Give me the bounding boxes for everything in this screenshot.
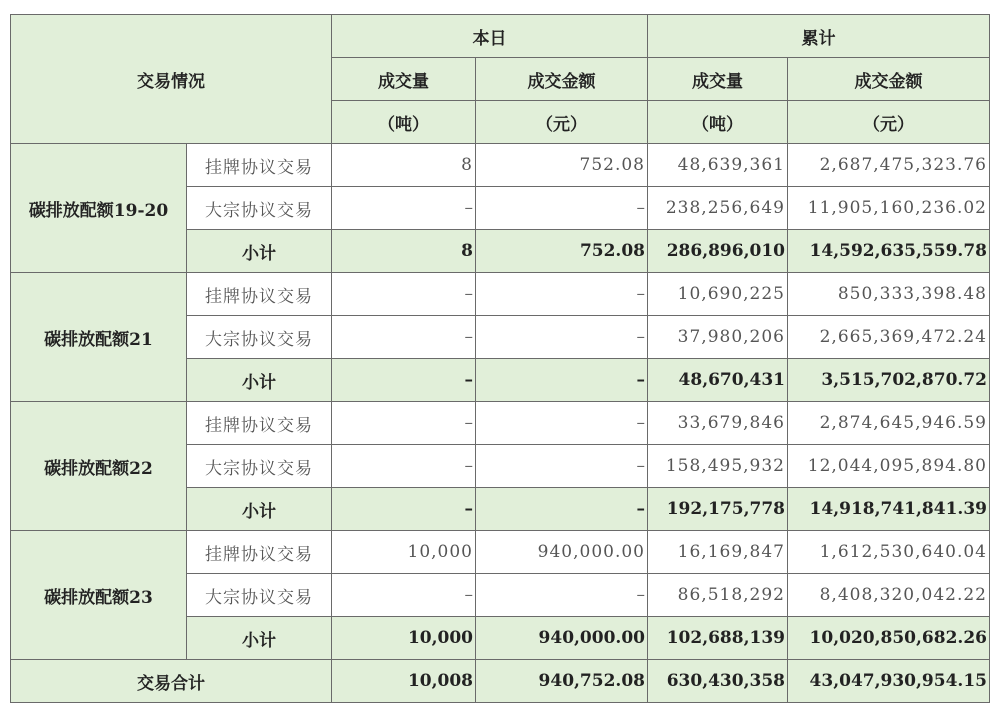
today-volume: – [332, 187, 476, 230]
cum-amount: 1,612,530,640.04 [788, 531, 990, 574]
subtotal-label: 小计 [187, 488, 332, 531]
today-amount: 752.08 [476, 230, 648, 273]
total-today-volume: 10,008 [332, 660, 476, 703]
cum-volume: 16,169,847 [648, 531, 788, 574]
header-today-amount: 成交金额 [476, 58, 648, 101]
trade-type: 大宗协议交易 [187, 445, 332, 488]
cum-volume: 158,495,932 [648, 445, 788, 488]
cum-amount: 14,592,635,559.78 [788, 230, 990, 273]
today-volume: 8 [332, 230, 476, 273]
cum-amount: 850,333,398.48 [788, 273, 990, 316]
today-amount: – [476, 574, 648, 617]
trade-type: 大宗协议交易 [187, 316, 332, 359]
today-amount: 940,000.00 [476, 531, 648, 574]
cum-volume: 33,679,846 [648, 402, 788, 445]
today-amount: – [476, 488, 648, 531]
header-row-1 [11, 15, 990, 58]
subtotal-label: 小计 [187, 617, 332, 660]
header-today-volume-unit: （吨） [332, 101, 476, 144]
cum-amount: 2,665,369,472.24 [788, 316, 990, 359]
cum-volume: 86,518,292 [648, 574, 788, 617]
cum-amount: 8,408,320,042.22 [788, 574, 990, 617]
cum-volume: 286,896,010 [648, 230, 788, 273]
grand-total-row [11, 660, 990, 703]
header-trade-situation: 交易情况 [11, 15, 332, 144]
report-container [10, 14, 990, 703]
today-volume: – [332, 402, 476, 445]
cum-amount: 10,020,850,682.26 [788, 617, 990, 660]
trade-type: 大宗协议交易 [187, 187, 332, 230]
header-today: 本日 [332, 15, 648, 58]
group-name: 碳排放配额21 [11, 273, 187, 402]
header-cum-volume: 成交量 [648, 58, 788, 101]
cum-amount: 14,918,741,841.39 [788, 488, 990, 531]
cum-volume: 48,639,361 [648, 144, 788, 187]
header-today-volume: 成交量 [332, 58, 476, 101]
today-amount: – [476, 402, 648, 445]
trade-type: 挂牌协议交易 [187, 402, 332, 445]
today-volume: 10,000 [332, 617, 476, 660]
today-amount: 752.08 [476, 144, 648, 187]
total-cum-amount: 43,047,930,954.15 [788, 660, 990, 703]
group-name: 碳排放配额19-20 [11, 144, 187, 273]
subtotal-label: 小计 [187, 230, 332, 273]
trade-type: 挂牌协议交易 [187, 531, 332, 574]
cum-amount: 11,905,160,236.02 [788, 187, 990, 230]
trade-type: 挂牌协议交易 [187, 144, 332, 187]
header-cum-volume-unit: （吨） [648, 101, 788, 144]
cum-amount: 12,044,095,894.80 [788, 445, 990, 488]
today-amount: – [476, 445, 648, 488]
group-name: 碳排放配额23 [11, 531, 187, 660]
header-cum-amount: 成交金额 [788, 58, 990, 101]
cum-amount: 2,874,645,946.59 [788, 402, 990, 445]
today-volume: – [332, 445, 476, 488]
cum-volume: 238,256,649 [648, 187, 788, 230]
today-amount: – [476, 273, 648, 316]
cum-amount: 2,687,475,323.76 [788, 144, 990, 187]
table-row [11, 402, 990, 445]
today-amount: – [476, 359, 648, 402]
carbon-trading-table [10, 14, 990, 703]
table-row [11, 273, 990, 316]
header-cum-amount-unit: （元） [788, 101, 990, 144]
today-amount: – [476, 187, 648, 230]
subtotal-label: 小计 [187, 359, 332, 402]
today-volume: 8 [332, 144, 476, 187]
cum-volume: 10,690,225 [648, 273, 788, 316]
today-volume: 10,000 [332, 531, 476, 574]
table-row [11, 531, 990, 574]
cum-volume: 48,670,431 [648, 359, 788, 402]
table-row [11, 144, 990, 187]
cum-volume: 102,688,139 [648, 617, 788, 660]
header-today-amount-unit: （元） [476, 101, 648, 144]
today-volume: – [332, 574, 476, 617]
today-volume: – [332, 488, 476, 531]
header-cumulative: 累计 [648, 15, 990, 58]
group-name: 碳排放配额22 [11, 402, 187, 531]
trade-type: 大宗协议交易 [187, 574, 332, 617]
grand-total-label: 交易合计 [11, 660, 332, 703]
cum-amount: 3,515,702,870.72 [788, 359, 990, 402]
total-cum-volume: 630,430,358 [648, 660, 788, 703]
today-volume: – [332, 316, 476, 359]
total-today-amount: 940,752.08 [476, 660, 648, 703]
today-amount: – [476, 316, 648, 359]
cum-volume: 192,175,778 [648, 488, 788, 531]
today-volume: – [332, 359, 476, 402]
cum-volume: 37,980,206 [648, 316, 788, 359]
today-volume: – [332, 273, 476, 316]
trade-type: 挂牌协议交易 [187, 273, 332, 316]
today-amount: 940,000.00 [476, 617, 648, 660]
